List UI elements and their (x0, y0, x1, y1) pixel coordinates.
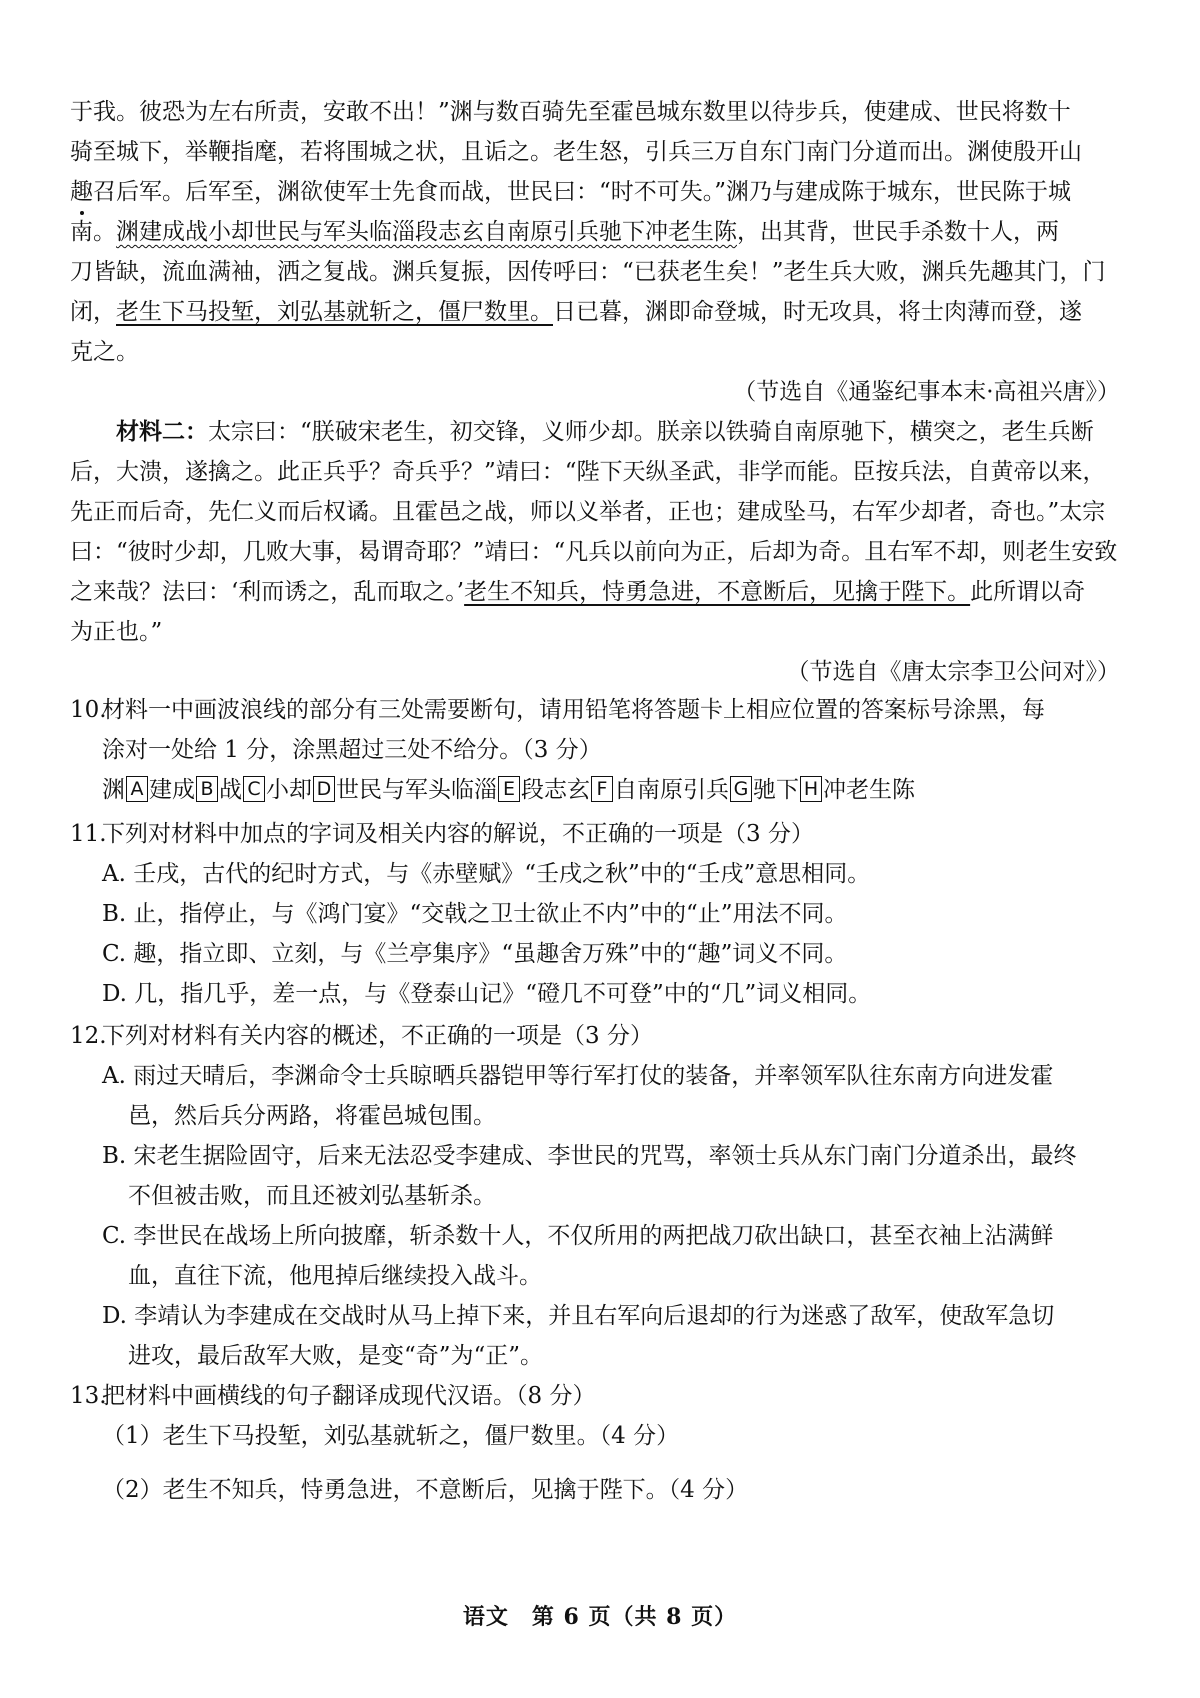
q11-option-d[interactable]: D. 几，指几乎，差一点，与《登泰山记》“磴几不可登”中的“几”词义相同。 (102, 981, 872, 1007)
segment-8: 驰下 (753, 777, 799, 803)
material2-line-1 (70, 412, 1120, 452)
answer-box-b[interactable]: B (196, 776, 218, 802)
passage-line-3 (70, 172, 1120, 212)
passage-line-1: 于我。彼恐为左右所责，安敢不出！”渊与数百骑先至霍邑城东数里以待步兵，使建成、世民将数十 (70, 99, 1071, 125)
q11-stem-text: 下列对材料中加点的字词及相关内容的解说，不正确的一项是（3 分） (102, 821, 814, 847)
material-one-passage (70, 92, 1120, 412)
answer-box-g[interactable]: G (730, 776, 752, 802)
segment-3: 战 (219, 777, 242, 803)
underlined-sentence-1: 老生下马投堑，刘弘基就斩之，僵尸数里。 (116, 299, 553, 325)
segment-9: 冲老生陈 (823, 777, 915, 803)
passage-line-4-pre: 南。 (70, 219, 116, 245)
q13-number: 13. (70, 1383, 107, 1409)
passage-line-6-post: 日已暮，渊即命登城，时无攻具，将士肉薄而登，遂 (553, 299, 1082, 325)
q10-stem-text-1: 材料一中画波浪线的部分有三处需要断句，请用铅笔将答题卡上相应位置的答案标号涂黑，每 (102, 697, 1045, 723)
q12-option-c-line-2[interactable]: 血，直往下流，他甩掉后继续投入战斗。 (128, 1263, 542, 1289)
q12-option-b-line-1[interactable]: B. 宋老生据险固守，后来无法忍受李建成、李世民的咒骂，率领士兵从东门南门分道杀出，最终 (102, 1143, 1077, 1169)
q11-option-c[interactable]: C. 趣，指立即、立刻，与《兰亭集序》“虽趣舍万殊”中的“趣”词义不同。 (102, 941, 848, 967)
material-two-passage (70, 412, 1120, 692)
segment-2: 建成 (149, 777, 195, 803)
segment-6: 段志玄 (521, 777, 590, 803)
q10-stem-line-2: 涂对一处给 1 分，涂黑超过三处不给分。（3 分） (102, 737, 602, 763)
question-10 (70, 690, 1130, 810)
question-11 (70, 814, 1130, 1014)
q12-option-b-line-2[interactable]: 不但被击败，而且还被刘弘基斩杀。 (128, 1183, 496, 1209)
material2-line-4: 曰：“彼时少却，几败大事，曷谓奇耶？”靖曰：“凡兵以前向为正，后却为奇。且右军不却，则老生安致 (70, 539, 1118, 565)
answer-box-f[interactable]: F (591, 776, 613, 802)
underlined-sentence-2: 老生不知兵，恃勇急进，不意断后，见擒于陛下。 (464, 579, 971, 605)
answer-box-e[interactable]: E (498, 776, 520, 802)
q13-sentence-2: （2）老生不知兵，恃勇急进，不意断后，见擒于陛下。（4 分） (102, 1477, 749, 1503)
q12-stem (70, 1016, 1130, 1056)
dotted-char-qu: 趣 (70, 172, 93, 212)
q11-option-b[interactable]: B. 止，指停止，与《鸿门宴》“交戟之卫士欲止不内”中的“止”用法不同。 (102, 901, 848, 927)
wavy-underlined-sentence: 渊建成战小却世民与军头临淄段志玄自南原引兵驰下冲老生陈 (116, 219, 737, 245)
passage-line-4 (70, 212, 1120, 252)
q12-option-c-line-1[interactable]: C. 李世民在战场上所向披靡，斩杀数十人，不仅所用的两把战刀砍出缺口，甚至衣袖上沾满鲜 (102, 1223, 1054, 1249)
material2-line-5-post: 此所谓以奇 (970, 579, 1086, 605)
q13-stem-text: 把材料中画横线的句子翻译成现代汉语。（8 分） (102, 1383, 596, 1409)
q10-segment-line (70, 770, 1130, 810)
q12-number: 12. (70, 1023, 107, 1049)
passage-source: （节选自《通鉴纪事本末·高祖兴唐》） (733, 379, 1120, 405)
q10-number: 10. (70, 697, 107, 723)
answer-box-d[interactable]: D (313, 776, 335, 802)
question-13 (70, 1376, 1130, 1456)
passage-line-2: 骑至城下，举鞭指麾，若将围城之状，且诟之。老生怒，引兵三万自东门南门分道而出。渊使殷开山 (70, 139, 1082, 165)
material2-line-6: 为正也。” (70, 619, 163, 645)
page-footer: 语文 第 6 页（共 8 页） (462, 1604, 738, 1630)
q12-option-a-line-2[interactable]: 邑，然后兵分两路，将霍邑城包围。 (128, 1103, 496, 1129)
q11-number: 11. (70, 821, 107, 847)
segment-5: 世民与军头临淄 (336, 777, 497, 803)
passage-line-4-post: ，出其背，世民手杀数十人，两 (737, 219, 1059, 245)
question-13-part-2 (70, 1470, 1130, 1510)
material2-line-5-pre: 之来哉？法曰：‘利而诱之，乱而取之。’ (70, 579, 465, 605)
material2-source: （节选自《唐太宗李卫公问对》） (786, 659, 1120, 685)
segment-7: 自南原引兵 (614, 777, 729, 803)
material2-label: 材料二： (116, 418, 208, 445)
q13-stem (70, 1376, 1130, 1416)
passage-line-5: 刀皆缺，流血满袖，洒之复战。渊兵复振，因传呼曰：“已获老生矣！”老生兵大败，渊兵先趣其门，门 (70, 259, 1106, 285)
q11-option-a[interactable]: A. 壬戌，古代的纪时方式，与《赤壁赋》“壬戌之秋”中的“壬戌”意思相同。 (102, 861, 871, 887)
q13-sentence-1: （1）老生下马投堑，刘弘基就斩之，僵尸数里。（4 分） (102, 1423, 680, 1449)
material2-line-2: 后，大溃，遂擒之。此正兵乎？奇兵乎？”靖曰：“陛下天纵圣武，非学而能。臣按兵法，自黄帝以来， (70, 459, 1106, 485)
answer-box-c[interactable]: C (243, 776, 265, 802)
passage-line-6-pre: 闭， (70, 299, 116, 325)
passage-line-7: 克之。 (70, 339, 139, 365)
segment-1: 渊 (102, 777, 125, 803)
q12-option-d-line-1[interactable]: D. 李靖认为李建成在交战时从马上掉下来，并且右军向后退却的行为迷惑了敌军，使敌军急切 (102, 1303, 1055, 1329)
answer-box-h[interactable]: H (800, 776, 822, 802)
passage-line-6 (70, 292, 1120, 332)
material2-line-5 (70, 572, 1120, 612)
question-12 (70, 1016, 1130, 1376)
q11-stem (70, 814, 1130, 854)
q10-stem-line-1 (70, 690, 1130, 730)
material2-line-3: 先正而后奇，先仁义而后权谲。且霍邑之战，师以义举者，正也；建成坠马，右军少却者，奇也。”太宗 (70, 499, 1106, 525)
material2-line-1-text: 太宗曰：“朕破宋老生，初交锋，义师少却。朕亲以铁骑自南原驰下，横突之，老生兵断 (208, 419, 1094, 445)
answer-box-a[interactable]: A (126, 776, 148, 802)
q12-option-a-line-1[interactable]: A. 雨过天晴后，李渊命令士兵晾晒兵器铠甲等行军打仗的装备，并率领军队往东南方向进发霍 (102, 1063, 1054, 1089)
passage-line-3-text: 召后军。后军至，渊欲使军士先食而战，世民曰：“时不可失。”渊乃与建成陈于城东，世民陈于城 (93, 179, 1072, 205)
segment-4: 小却 (266, 777, 312, 803)
q12-stem-text: 下列对材料有关内容的概述，不正确的一项是（3 分） (102, 1023, 653, 1049)
q12-option-d-line-2[interactable]: 进攻，最后敌军大败，是变“奇”为“正”。 (128, 1343, 544, 1369)
